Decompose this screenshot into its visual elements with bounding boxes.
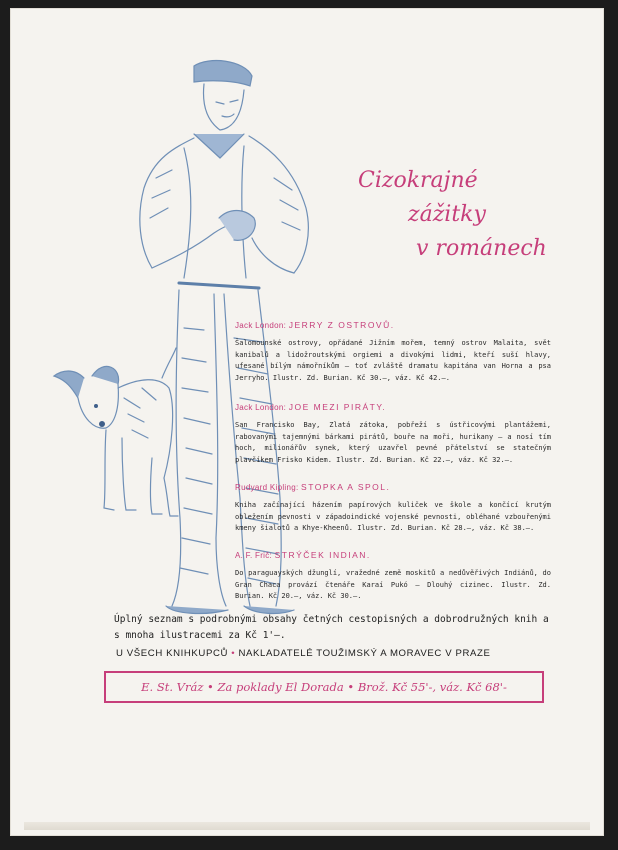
book-description: Šalomounské ostrovy, opřádané Jižním mořem, temný ostrov Malaita, svět kanibalů a lidožroutskými orgiemi a divokými lidmi, kteří suší hlavy, ufesané bílým námořníkům — toť zvláště dramatu kapitána van Horna a psa Jerryho. Ilustr. Zd. Burian. Kč 30.—, váz. Kč 42.—. [235, 339, 551, 382]
book-author: Rudyard Kipling: [235, 483, 299, 492]
book-heading [235, 482, 551, 492]
publisher-separator: • [231, 648, 236, 659]
publisher-availability: U VŠECH KNIHKUPCŮ [116, 648, 229, 659]
book-title: STOPKA A SPOL. [301, 482, 391, 492]
publisher-line [116, 648, 556, 659]
book-entry-joe [235, 402, 551, 466]
book-author: Jack London: [235, 403, 287, 412]
tagline-line-2: zážitky [408, 202, 486, 227]
book-heading [235, 320, 551, 330]
book-author: Jack London: [235, 321, 287, 330]
tagline-line-1: Cizokrajné [358, 168, 478, 193]
advertisement-box [104, 671, 544, 703]
book-heading [235, 550, 551, 560]
tagline [358, 164, 548, 266]
catalog-note: Úplný seznam s podrobnými obsahy četných cestopisných a dobrodružných knih a s mnoha ilustracemi za Kč 1'—. [114, 614, 549, 641]
book-entry-strycek [235, 550, 551, 603]
book-description: San Francisko Bay, Zlatá zátoka, pobřeží s ústřicovými plantážemi, rabovanými tajemnými bárkami pirátů, bouře na moři, hurikany — a nosí tím hoch, milionářův synek, který uzavřel pevné přátelství se statečným plavčíkem Frisko Kidem. Ilustr. Zd. Burian. Kč 22.—, váz. Kč 32.—. [235, 421, 551, 464]
book-author: A. F. Frič: [235, 551, 273, 560]
book-description: Do paraguayských džunglí, vražedné země moskitů a nedůvěřivých Indiánů, do Gran Chaca provází čtenáře Karaí Pukó — Dlouhý cizinec. Ilustr. Zd. Burian. Kč 20.—, váz. Kč 30.—. [235, 569, 551, 600]
book-title: JOE MEZI PIRÁTY. [288, 402, 387, 412]
tagline-line-3: v románech [416, 236, 547, 261]
book-entry-jerry [235, 320, 551, 384]
book-entry-stopka [235, 482, 551, 535]
publisher-name: NAKLADATELÉ TOUŽIMSKÝ A MORAVEC V PRAZE [238, 648, 491, 659]
book-title: JERRY Z OSTROVŮ. [288, 320, 395, 330]
book-description: Kniha začínající házením papírových kuliček ve škole a končící krutým obležením pevnosti v západoindické vojenské pevnosti, obléhané vzbouřenými kmeny šialotů a Khye-Kheenů. Ilustr. Zd. Burian. Kč 28.—, váz. Kč 38.—. [235, 501, 551, 532]
book-title: STRÝČEK INDIAN. [274, 550, 371, 560]
advertisement-text: E. St. Vráz • Za poklady El Dorada • Brož. Kč 55'-, váz. Kč 68'- [141, 680, 507, 694]
book-heading [235, 402, 551, 412]
